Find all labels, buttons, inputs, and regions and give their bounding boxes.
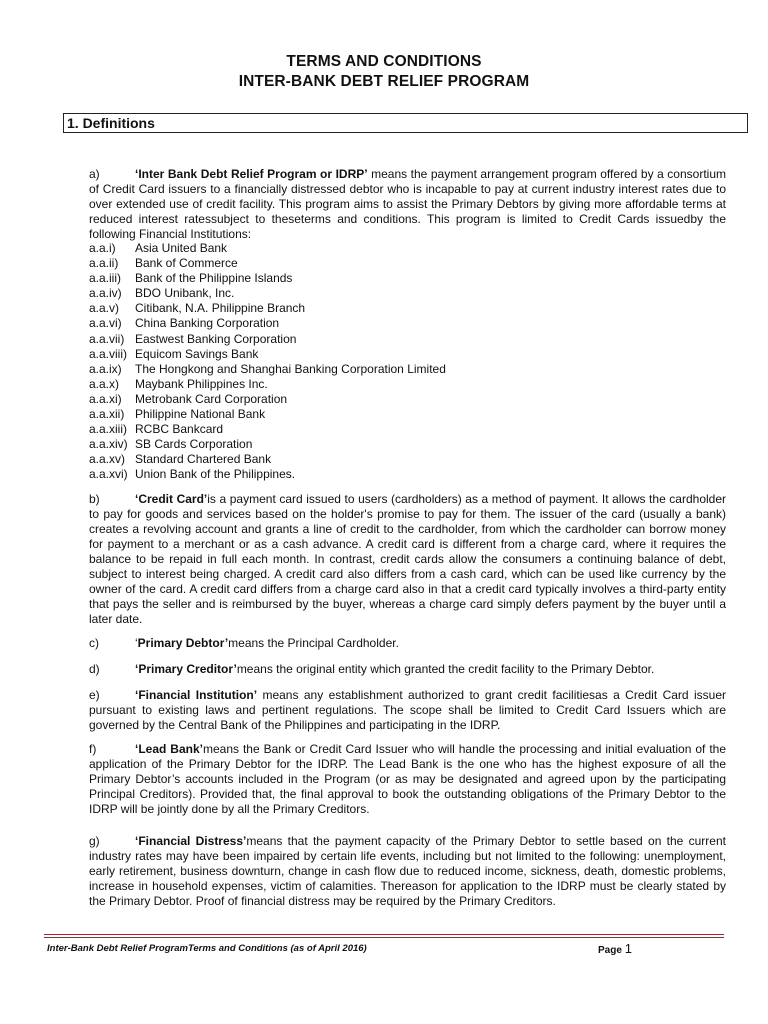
institution-label: a.a.xvi): [89, 467, 128, 482]
institution-list-item: [89, 347, 446, 362]
definition-term: ‘Credit Card’: [135, 492, 208, 506]
institution-list-item: [89, 332, 446, 347]
definition-letter: d): [89, 662, 100, 676]
institution-label: a.a.xv): [89, 452, 126, 467]
institution-list-item: [89, 422, 446, 437]
institution-name: Citibank, N.A. Philippine Branch: [135, 301, 306, 316]
institution-name: China Banking Corporation: [135, 316, 280, 331]
footer-rule-bottom: [44, 937, 724, 938]
definition-term: ‘Financial Distress’: [135, 834, 247, 848]
institution-label: a.a.xiii): [89, 422, 128, 437]
institution-name: Bank of the Philippine Islands: [135, 271, 293, 286]
institution-name: BDO Unibank, Inc.: [135, 286, 235, 301]
definition-letter: a): [89, 167, 100, 181]
institution-label: a.a.v): [89, 301, 120, 316]
definition-text: means the Principal Cardholder.: [228, 636, 399, 650]
definition-term: ‘Lead Bank’: [135, 742, 203, 756]
definition-letter: b): [89, 492, 100, 506]
definition-text: is a payment card issued to users (cardholders) as a method of payment. It allows the cardholder to pay for goods and services based on the holder's promise to pay for them. The issuer of the card (usually a bank) creates a revolving account and grants a line of credit to the cardholder, from which the cardholder can borrow money for payment to a merchant or as a cash advance. A credit card is different from a charge card, where it requires the balance to be repaid in full each month. In contrast, credit cards allow the consumers a continuing balance of debt, subject to interest being charged. A credit card also differs from a cash card, which can be used like currency by the owner of the card. A credit card differs from a charge card also in that a credit card typically involves a third-party entity that pays the seller and is reimbursed by the buyer, whereas a charge card simply defers payment by the buyer until a later date.: [89, 492, 727, 626]
definition-b: [89, 492, 726, 627]
institution-label: a.a.iii): [89, 271, 122, 286]
institution-name: Union Bank of the Philippines.: [135, 467, 296, 482]
institution-list-item: [89, 377, 446, 392]
institution-list-item: [89, 286, 446, 301]
definition-term: ‘Primary Creditor’: [135, 662, 237, 676]
institution-name: Metrobank Card Corporation: [135, 391, 288, 406]
institution-name: Asia United Bank: [135, 241, 228, 255]
institution-list-item: [89, 407, 446, 422]
footer-document-title: Inter-Bank Debt Relief ProgramTerms and Conditions (as of April 2016): [47, 943, 367, 954]
institution-list-item: [89, 316, 446, 331]
definition-e: [89, 688, 726, 733]
institution-list-item: [89, 241, 446, 256]
document-title: TERMS AND CONDITIONS: [286, 53, 482, 70]
definition-letter: c): [89, 636, 99, 650]
institution-label: a.a.ii): [89, 256, 119, 271]
institution-name: RCBC Bankcard: [135, 422, 224, 437]
institution-name: Maybank Philippines Inc.: [135, 376, 268, 391]
document-subtitle: INTER-BANK DEBT RELIEF PROGRAM: [238, 73, 530, 90]
definition-quote: ‘: [135, 636, 138, 650]
definition-letter: g): [89, 834, 100, 848]
page-number: 1: [624, 941, 632, 956]
institution-name: Eastwest Banking Corporation: [135, 331, 297, 346]
institution-list-item: [89, 392, 446, 407]
definition-term: ‘Financial Institution’: [135, 688, 258, 702]
definition-letter: e): [89, 688, 100, 702]
institution-label: a.a.i): [89, 241, 116, 255]
institution-list-item: [89, 467, 446, 482]
definition-text: means the payment arrangement program offered by a consortium of Credit Card issuers to a financially distressed debtor who is incapable to pay at current industry interest rates due to over extended use of credit facility. This program aims to assist the Primary Debtors by giving more affordable terms at reduced interest ratessubject to theseterms and conditions. This program is limited to Credit Cards issuedby the following Financial Institutions:: [89, 167, 726, 241]
institution-list: [89, 241, 446, 483]
definition-letter: f): [89, 742, 97, 756]
institution-label: a.a.xii): [89, 407, 125, 422]
definition-a: [89, 167, 726, 242]
institution-list-item: [89, 362, 446, 377]
institution-label: a.a.ix): [89, 361, 122, 376]
page-label: Page: [598, 945, 622, 956]
definition-text: means the Bank or Credit Card Issuer who will handle the processing and initial evaluation of the application of the Primary Debtor for the IDRP. The Lead Bank is the one who has the highest exposure of all the Primary Debtor’s accounts included in the Program (or as may be designated and agreed upon by the participating Principal Creditors). Provided that, the final approval to book the outstanding obligations of the Primary Debtor to the IDRP will be jointly done by all the Primary Creditors.: [89, 742, 726, 816]
institution-list-item: [89, 437, 446, 452]
page-indicator: [598, 941, 632, 956]
institution-label: a.a.x): [89, 376, 120, 391]
footer-rule-top: [44, 934, 724, 935]
definition-text: means any establishment authorized to grant credit facilitiesas a Credit Card issuer pursuant to existing laws and pertinent regulations. The scope shall be limited to Credit Card Issuers which are governed by the Central Bank of the Philippines and participating in the IDRP.: [89, 688, 726, 732]
institution-label: a.a.viii): [89, 346, 128, 361]
institution-list-item: [89, 301, 446, 316]
definition-text: means that the payment capacity of the Primary Debtor to settle based on the current industry rates may have been impaired by certain life events, including but not limited to the following: unemployment, early retirement, business downturn, change in cash flow due to reduced income, sickness, death, domestic problems, increase in household expenses, victim of calamities. Thereason for application to the IDRP must be clearly stated by the Primary Debtor. Proof of financial distress may be required by the Primary Creditors.: [89, 834, 726, 908]
institution-label: a.a.iv): [89, 286, 122, 301]
definition-term: Primary Debtor’: [137, 636, 229, 650]
institution-name: Bank of Commerce: [135, 256, 238, 271]
institution-list-item: [89, 271, 446, 286]
institution-label: a.a.xi): [89, 391, 122, 406]
definition-d: [89, 662, 726, 677]
institution-name: Standard Chartered Bank: [135, 452, 272, 467]
institution-label: a.a.xiv): [89, 437, 128, 452]
institution-label: a.a.vi): [89, 316, 122, 331]
institution-name: Philippine National Bank: [135, 407, 266, 422]
definition-c: [89, 636, 726, 651]
institution-name: Equicom Savings Bank: [135, 346, 259, 361]
definition-term: ‘Inter Bank Debt Relief Program or IDRP’: [135, 167, 368, 181]
section-heading-definitions: 1. Definitions: [63, 113, 748, 133]
definition-g: [89, 834, 726, 909]
institution-list-item: [89, 256, 446, 271]
definition-text: means the original entity which granted the credit facility to the Primary Debtor.: [236, 662, 655, 676]
institution-name: The Hongkong and Shanghai Banking Corporation Limited: [135, 361, 446, 376]
institution-label: a.a.vii): [89, 331, 125, 346]
institution-name: SB Cards Corporation: [135, 437, 253, 452]
institution-list-item: [89, 452, 446, 467]
definition-f: [89, 742, 726, 817]
